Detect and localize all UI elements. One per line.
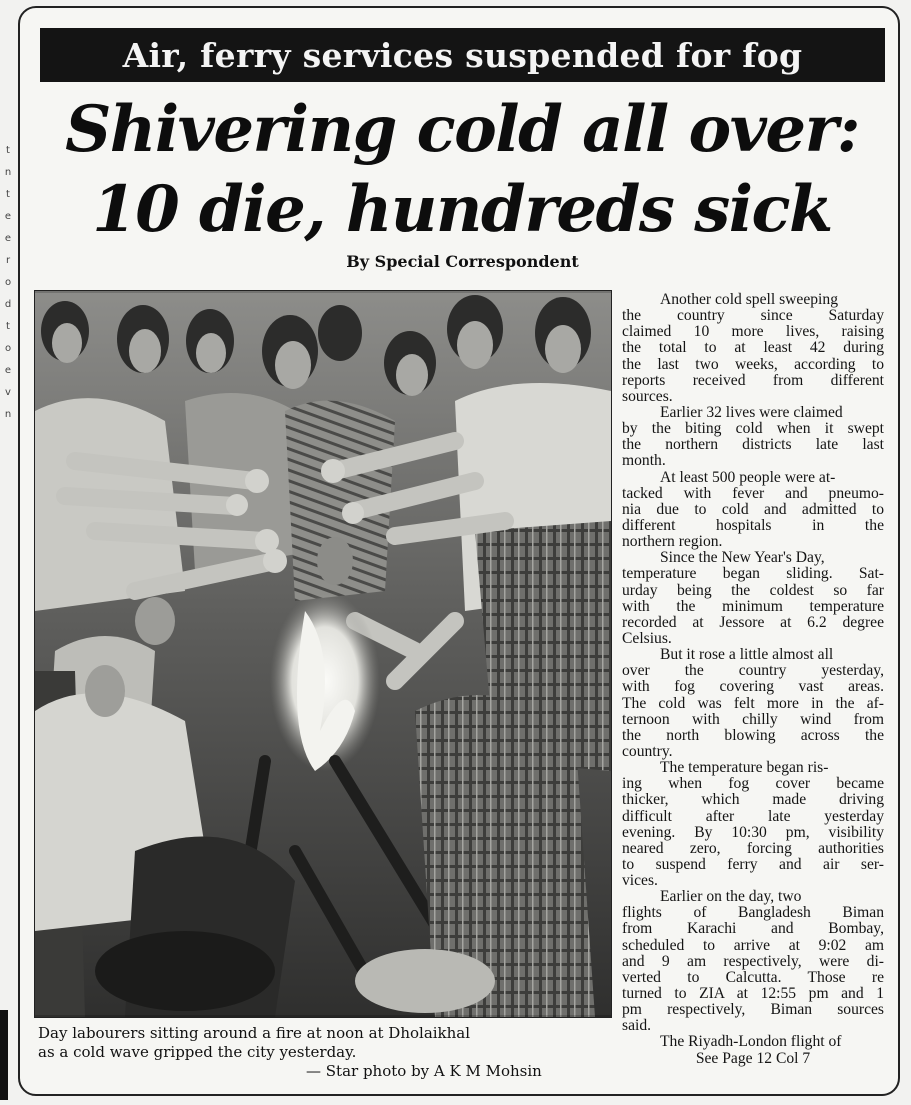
body-line: from Karachi and Bombay, [622, 920, 884, 938]
body-line: the country since Saturday [622, 307, 884, 325]
byline: By Special Correspondent [346, 252, 579, 271]
margin-rule [0, 1010, 8, 1100]
margin-letter: t [6, 321, 10, 332]
photo-credit: — Star photo by A K M Mohsin [306, 1062, 542, 1080]
body-line: ing when fog cover became [622, 775, 884, 793]
body-line: neared zero, forcing authorities [622, 839, 884, 857]
body-line: evening. By 10:30 pm, visibility [622, 823, 884, 841]
headline [36, 90, 888, 250]
body-line: with the minimum temperature [622, 597, 884, 615]
body-line: Earlier 32 lives were claimed [660, 403, 843, 421]
margin-letter: n [4, 409, 12, 420]
body-line: urday being the coldest so far [622, 581, 884, 599]
body-line: The cold was felt more in the af- [622, 694, 884, 712]
margin-letter: t [6, 189, 10, 200]
news-photo [34, 290, 612, 1018]
body-line: The Riyadh-London flight of [660, 1033, 842, 1051]
margin-letter: o [4, 343, 12, 354]
caption-line: Day labourers sitting around a fire at noon at Dholaikhal [38, 1024, 471, 1042]
body-line: turned to ZIA at 12:55 pm and 1 [622, 985, 884, 1003]
margin-letter: e [4, 365, 12, 376]
margin-letter: t [6, 145, 10, 156]
body-line: verted to Calcutta. Those re [622, 968, 884, 986]
body-line: But it rose a little almost all [660, 646, 834, 664]
body-line: Since the New Year's Day, [660, 549, 825, 567]
body-line: recorded at Jessore at 6.2 degree [622, 613, 884, 631]
body-line: scheduled to arrive at 9:02 am [622, 936, 884, 954]
photo-crowd-around-fire [35, 291, 611, 1017]
body-line: different hospitals in the [622, 516, 884, 534]
body-line: month. [622, 452, 666, 470]
photo-caption [38, 1024, 616, 1081]
body-line: ternoon with chilly wind from [622, 710, 884, 728]
continuation-jump: See Page 12 Col 7 [695, 1049, 811, 1067]
body-line: temperature began sliding. Sat- [622, 565, 884, 583]
body-line: reports received from different [622, 371, 884, 389]
body-line: claimed 10 more lives, raising [622, 323, 884, 341]
body-line: difficult after late yesterday [622, 807, 884, 825]
body-line: by the biting cold when it swept [622, 420, 884, 438]
body-line: nia due to cold and admitted to [622, 500, 884, 518]
body-line: with fog covering vast areas. [622, 678, 884, 696]
margin-letter: e [4, 233, 12, 244]
headline-line: Shivering cold all over: [65, 92, 859, 167]
body-line: thicker, which made driving [622, 791, 884, 809]
body-line: said. [622, 1017, 652, 1035]
margin-letter: o [4, 277, 12, 288]
margin-letter: e [4, 211, 12, 222]
body-line: the northern districts late last [622, 436, 884, 454]
margin-letter: r [5, 255, 11, 266]
body-line: northern region. [622, 533, 723, 551]
kicker-banner: Air, ferry services suspended for fog [40, 28, 885, 82]
adjacent-column-fragment [0, 140, 16, 1100]
headline-line: 10 die, hundreds sick [92, 172, 832, 247]
body-line: At least 500 people were at- [660, 468, 836, 486]
body-line: sources. [622, 387, 673, 405]
article-body [622, 292, 884, 1067]
body-line: the last two weeks, according to [622, 355, 884, 373]
body-line: to suspend ferry and air ser- [622, 855, 884, 873]
margin-letter: n [4, 167, 12, 178]
body-line: Earlier on the day, two [660, 888, 802, 906]
body-line: country. [622, 742, 673, 760]
body-line: the total to at least 42 during [622, 339, 884, 357]
body-line: over the country yesterday, [622, 662, 884, 680]
newspaper-clipping [18, 6, 900, 1096]
body-line: flights of Bangladesh Biman [622, 904, 884, 922]
margin-letter: v [5, 387, 11, 398]
body-line: The temperature began ris- [660, 759, 829, 777]
body-line: Another cold spell sweeping [660, 291, 838, 308]
body-line: vices. [622, 872, 658, 890]
caption-line: as a cold wave gripped the city yesterday. [38, 1043, 357, 1061]
body-line: and 9 am respectively, were di- [622, 952, 884, 970]
margin-letter: d [4, 299, 12, 310]
body-line: the north blowing across the [622, 726, 884, 744]
body-line: pm respectively, Biman sources [622, 1001, 884, 1019]
body-line: Celsius. [622, 629, 672, 647]
body-line: tacked with fever and pneumo- [622, 484, 884, 502]
